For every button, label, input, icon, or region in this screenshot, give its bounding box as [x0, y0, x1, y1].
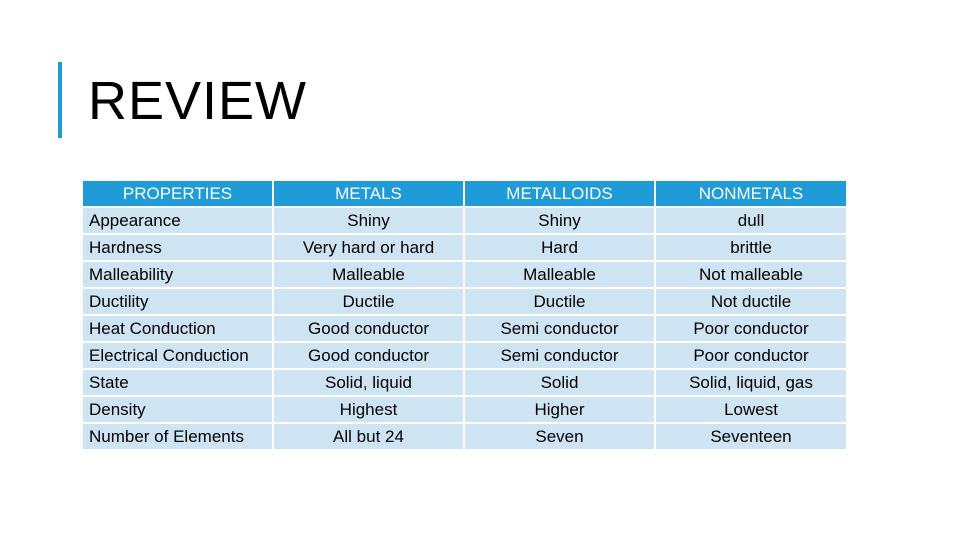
table-row [82, 369, 847, 396]
metalloids-cell: Semi conductor [464, 342, 655, 369]
property-cell: Malleability [82, 261, 273, 288]
property-cell: Density [82, 396, 273, 423]
table-row [82, 423, 847, 450]
nonmetals-cell: brittle [655, 234, 847, 261]
table-row [82, 288, 847, 315]
nonmetals-cell: Poor conductor [655, 342, 847, 369]
nonmetals-cell: Solid, liquid, gas [655, 369, 847, 396]
metals-cell: Malleable [273, 261, 464, 288]
title-accent-bar [58, 62, 62, 138]
metalloids-cell: Hard [464, 234, 655, 261]
metals-cell: Good conductor [273, 315, 464, 342]
nonmetals-cell: dull [655, 207, 847, 234]
header-metals: METALS [273, 180, 464, 207]
metals-cell: Shiny [273, 207, 464, 234]
table-row [82, 315, 847, 342]
metals-cell: Highest [273, 396, 464, 423]
metals-cell: Solid, liquid [273, 369, 464, 396]
table-row [82, 342, 847, 369]
property-cell: Ductility [82, 288, 273, 315]
property-cell: State [82, 369, 273, 396]
metalloids-cell: Malleable [464, 261, 655, 288]
nonmetals-cell: Seventeen [655, 423, 847, 450]
metalloids-cell: Semi conductor [464, 315, 655, 342]
header-properties: PROPERTIES [82, 180, 273, 207]
metalloids-cell: Higher [464, 396, 655, 423]
property-cell: Hardness [82, 234, 273, 261]
nonmetals-cell: Poor conductor [655, 315, 847, 342]
properties-table [81, 179, 848, 451]
metals-cell: Good conductor [273, 342, 464, 369]
metalloids-cell: Ductile [464, 288, 655, 315]
nonmetals-cell: Not ductile [655, 288, 847, 315]
property-cell: Electrical Conduction [82, 342, 273, 369]
property-cell: Number of Elements [82, 423, 273, 450]
metals-cell: Ductile [273, 288, 464, 315]
nonmetals-cell: Lowest [655, 396, 847, 423]
table-row [82, 207, 847, 234]
metalloids-cell: Seven [464, 423, 655, 450]
metalloids-cell: Shiny [464, 207, 655, 234]
header-metalloids: METALLOIDS [464, 180, 655, 207]
metalloids-cell: Solid [464, 369, 655, 396]
table-header-row [82, 180, 847, 207]
property-cell: Heat Conduction [82, 315, 273, 342]
table-row [82, 261, 847, 288]
metals-cell: Very hard or hard [273, 234, 464, 261]
header-nonmetals: NONMETALS [655, 180, 847, 207]
metals-cell: All but 24 [273, 423, 464, 450]
slide-title: REVIEW [88, 71, 308, 131]
table-row [82, 396, 847, 423]
property-cell: Appearance [82, 207, 273, 234]
nonmetals-cell: Not malleable [655, 261, 847, 288]
table-row [82, 234, 847, 261]
